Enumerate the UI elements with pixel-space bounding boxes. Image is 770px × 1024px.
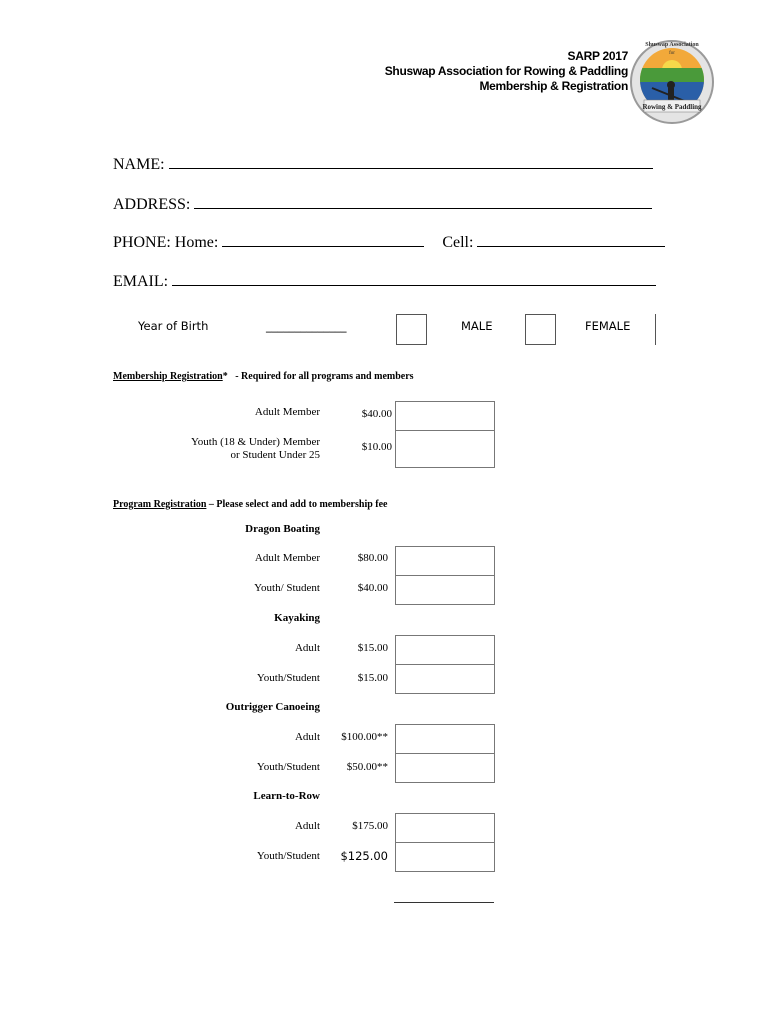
kayak-youth-label: Youth/Student [256, 672, 320, 684]
dragon-adult-price: $80.00 [357, 552, 388, 564]
female-label: FEMALE [585, 319, 631, 333]
outrigger-adult-label: Adult [294, 731, 320, 743]
membership-youth-price: $10.00 [361, 441, 392, 453]
kayak-youth-price: $15.00 [357, 672, 388, 684]
kayak-adult-price: $15.00 [357, 642, 388, 654]
membership-youth-box[interactable] [395, 430, 495, 468]
female-checkbox[interactable] [525, 314, 556, 345]
dragon-adult-box[interactable] [395, 546, 495, 576]
membership-adult-box[interactable] [395, 401, 495, 431]
phone-home-input-line[interactable] [222, 233, 424, 247]
name-label: NAME: [113, 156, 165, 173]
name-input-line[interactable] [169, 155, 653, 169]
form-year-title: SARP 2017 [567, 49, 628, 63]
row-youth-box[interactable] [395, 842, 495, 872]
outrigger-youth-label: Youth/Student [256, 761, 320, 773]
outrigger-heading: Outrigger Canoeing [225, 701, 320, 713]
kayak-adult-box[interactable] [395, 635, 495, 665]
program-section-heading [113, 499, 388, 510]
phone-field[interactable] [113, 233, 665, 252]
row-adult-box[interactable] [395, 813, 495, 843]
outrigger-youth-price: $50.00** [346, 761, 388, 773]
outrigger-adult-box[interactable] [395, 724, 495, 754]
total-input-line[interactable] [394, 902, 494, 903]
year-of-birth-input-line[interactable]: ______________ [266, 319, 347, 333]
logo-mid-text: for [669, 51, 675, 56]
year-of-birth-label: Year of Birth [138, 319, 209, 333]
membership-youth-label-line2: or Student Under 25 [230, 449, 320, 461]
address-field[interactable] [113, 195, 652, 214]
address-label: ADDRESS: [113, 196, 191, 213]
cell-label: Cell: [442, 234, 474, 251]
program-note: – Please select and add to membership fee [208, 499, 388, 510]
logo-top-text: Shuswap Association [645, 42, 699, 48]
membership-asterisk: * [222, 371, 228, 382]
dragon-youth-price: $40.00 [357, 582, 388, 594]
membership-note: - Required for all programs and members [235, 371, 414, 382]
dragon-boating-heading: Dragon Boating [245, 523, 320, 535]
membership-adult-price: $40.00 [361, 408, 392, 420]
membership-title: Membership Registration [113, 371, 223, 382]
learn-to-row-heading: Learn-to-Row [253, 790, 320, 802]
membership-youth-label-line1: Youth (18 & Under) Member [190, 436, 320, 448]
cell-input-line[interactable] [477, 233, 665, 247]
phone-home-label: PHONE: Home: [113, 234, 219, 251]
email-label: EMAIL: [113, 273, 169, 290]
row-youth-price: $125.00 [340, 849, 388, 863]
kayak-adult-label: Adult [294, 642, 320, 654]
kayaking-heading: Kayaking [274, 612, 320, 624]
program-title: Program Registration [113, 499, 207, 510]
dragon-youth-box[interactable] [395, 575, 495, 605]
dragon-youth-label: Youth/ Student [254, 582, 320, 594]
kayak-youth-box[interactable] [395, 664, 495, 694]
outrigger-youth-box[interactable] [395, 753, 495, 783]
membership-adult-label: Adult Member [254, 406, 320, 418]
email-input-line[interactable] [172, 272, 656, 286]
dragon-adult-label: Adult Member [254, 552, 320, 564]
row-adult-price: $175.00 [352, 820, 388, 832]
outrigger-adult-price: $100.00** [341, 731, 388, 743]
row-youth-label: Youth/Student [256, 850, 320, 862]
association-logo [630, 30, 714, 134]
form-border-line [655, 314, 656, 345]
form-subtitle: Membership & Registration [479, 79, 628, 93]
email-field[interactable] [113, 272, 656, 291]
row-adult-label: Adult [294, 820, 320, 832]
logo-bottom-text: Rowing & Paddling [642, 103, 702, 111]
male-checkbox[interactable] [396, 314, 427, 345]
membership-youth-label [191, 436, 320, 462]
association-name: Shuswap Association for Rowing & Paddling [384, 64, 628, 78]
membership-section-heading [113, 371, 414, 382]
name-field[interactable] [113, 155, 653, 174]
address-input-line[interactable] [194, 195, 652, 209]
male-label: MALE [461, 319, 493, 333]
